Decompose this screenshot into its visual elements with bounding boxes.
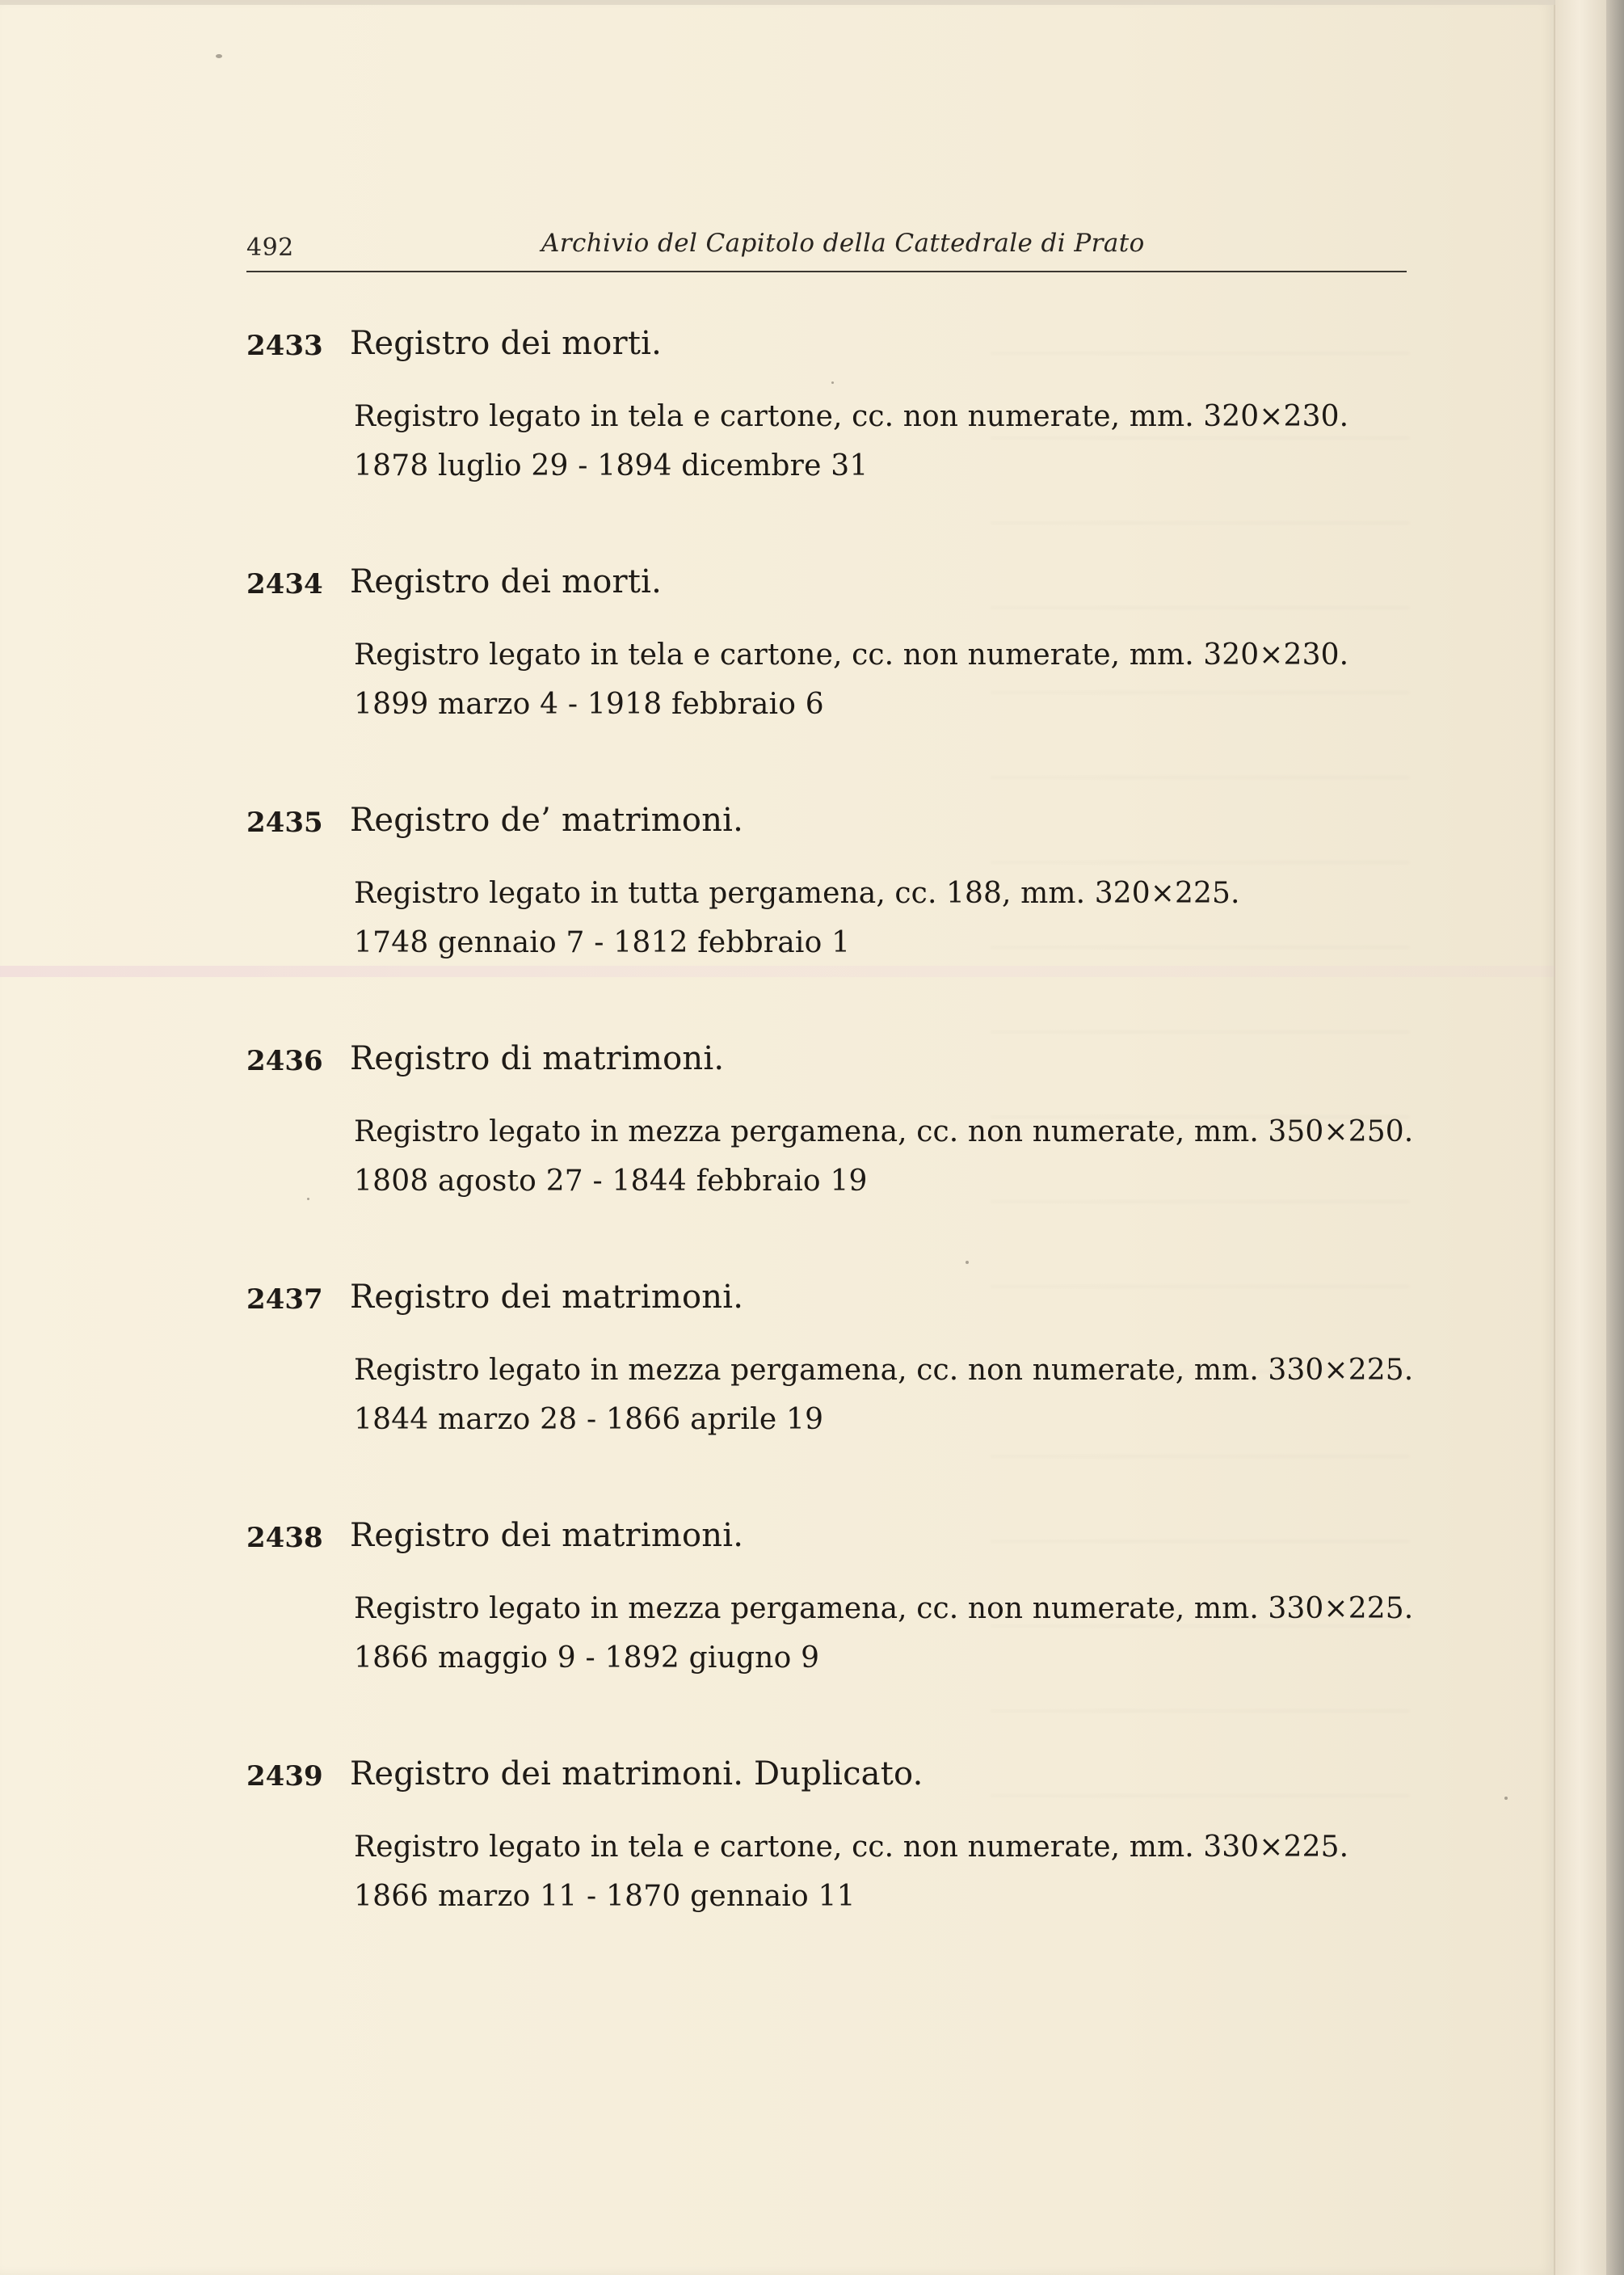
entry-date-range: 1866 maggio 9 - 1892 giugno 9 [354,1641,820,1675]
entry-number: 2438 [246,1522,323,1554]
entry-description: Registro legato in mezza pergamena, cc. non numerate, mm. 330×225. [354,1592,1414,1625]
archive-entry [246,1517,1418,1675]
entry-number: 2435 [246,807,323,839]
entry-date-range: 1866 marzo 11 - 1870 gennaio 11 [354,1880,856,1913]
archive-entry [246,1755,1418,1914]
archive-entry [246,802,1418,960]
entry-date-range: 1808 agosto 27 - 1844 febbraio 19 [354,1165,868,1198]
page-header [246,229,1407,272]
entry-title: Registro di matrimoni. [350,1040,725,1077]
entry-date-range: 1748 gennaio 7 - 1812 febbraio 1 [354,926,851,959]
entry-date-range: 1878 luglio 29 - 1894 dicembre 31 [354,449,869,482]
archive-entry [246,325,1418,483]
top-page-edge [0,0,1555,5]
archive-entry [246,1040,1418,1199]
entry-date-range: 1844 marzo 28 - 1866 aprile 19 [354,1403,824,1436]
entry-number: 2433 [246,330,323,362]
entry-title: Registro dei matrimoni. [350,1279,744,1316]
paper-stain-band [0,966,1555,977]
entry-number: 2436 [246,1045,323,1077]
archive-entry [246,1279,1418,1437]
entry-description: Registro legato in mezza pergamena, cc. non numerate, mm. 350×250. [354,1115,1414,1148]
entry-description: Registro legato in tela e cartone, cc. non numerate, mm. 320×230. [354,638,1349,672]
entry-description: Registro legato in tela e cartone, cc. non numerate, mm. 330×225. [354,1831,1349,1864]
entry-title: Registro dei morti. [350,563,663,600]
paper-speck [966,1261,969,1264]
entry-title: Registro dei matrimoni. [350,1517,744,1554]
entry-title: Registro dei morti. [350,325,663,362]
page-edge [1554,0,1624,2275]
entry-title: Registro de’ matrimoni. [350,802,744,839]
entry-description: Registro legato in mezza pergamena, cc. non numerate, mm. 330×225. [354,1354,1414,1387]
paper-speck [1504,1797,1508,1800]
entry-number: 2434 [246,568,323,600]
entry-description: Registro legato in tutta pergamena, cc. 188, mm. 320×225. [354,877,1240,910]
paper-speck [216,54,222,58]
entry-title: Registro dei matrimoni. Duplicato. [350,1755,923,1793]
entry-number: 2439 [246,1760,323,1793]
archive-entry [246,563,1418,722]
running-title: Archivio del Capitolo della Cattedrale di Prato [541,229,1145,258]
page-number: 492 [246,234,294,262]
entry-description: Registro legato in tela e cartone, cc. non numerate, mm. 320×230. [354,400,1349,433]
entry-number: 2437 [246,1283,323,1316]
entry-date-range: 1899 marzo 4 - 1918 febbraio 6 [354,688,824,721]
